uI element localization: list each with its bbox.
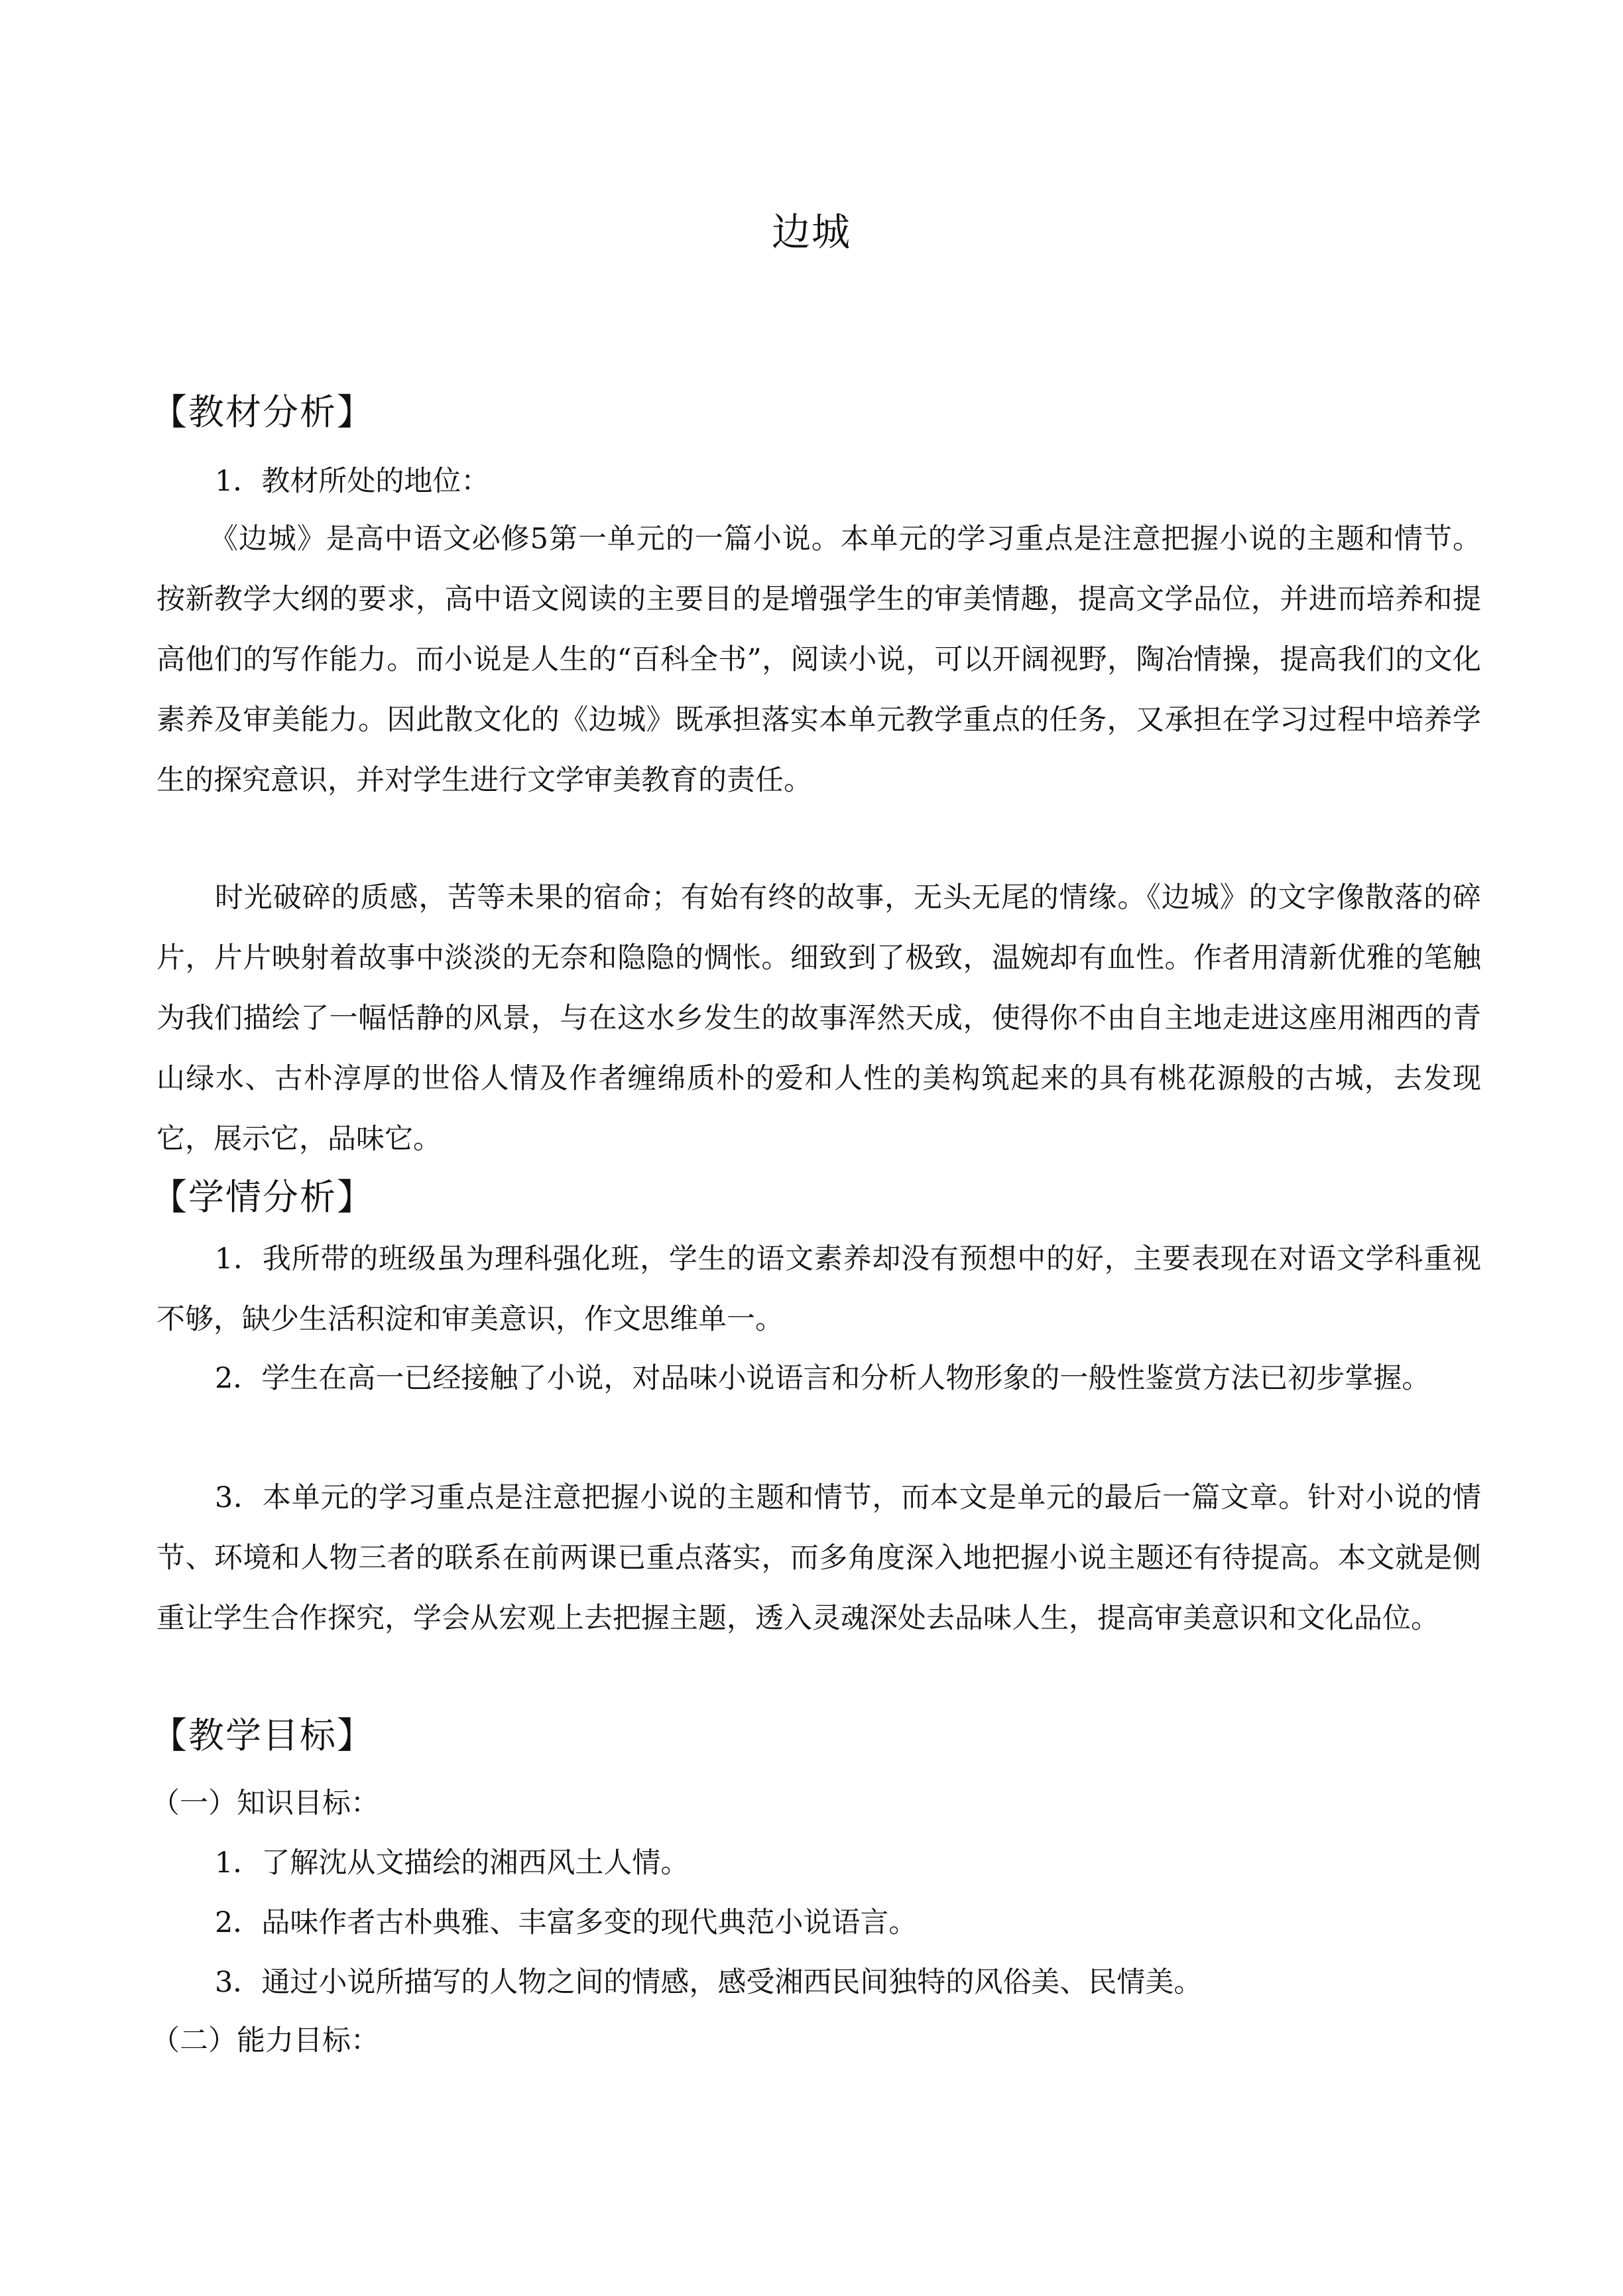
list-item-knowledge-goal: 1．了解沈从文描绘的湘西风土人情。 [215, 1846, 690, 1880]
section-heading-material-analysis: 【教材分析】 [151, 391, 374, 433]
paragraph-student-analysis-2: 2．学生在高一已经接触了小说，对品味小说语言和分析人物形象的一般性鉴赏方法已初步掌握。 [215, 1362, 1431, 1395]
page-title: 边城 [771, 210, 851, 255]
list-item-knowledge-goal: 3．通过小说所描写的人物之间的情感，感受湘西民间独特的风俗美、民情美。 [215, 1966, 1203, 1999]
subheading-knowledge-goals: （一）知识目标： [151, 1787, 379, 1820]
paragraph-material-analysis-1: 《边城》是高中语文必修5第一单元的一篇小说。本单元的学习重点是注意把握小说的主题和情节。按新教学大纲的要求，高中语文阅读的主要目的是增强学生的审美情趣，提高文学品位，并进而培养和提高他们的写作能力。而小说是人生的“百科全书”，阅读小说，可以开阔视野，陶冶情操，提高我们的文化素养及审美能力。因此散文化的《边城》既承担落实本单元教学重点的任务，又承担在学习过程中培养学生的探究意识，并对学生进行文学审美教育的责任。 [156, 522, 1481, 797]
section-heading-teaching-goals: 【教学目标】 [151, 1715, 374, 1756]
paragraph-material-analysis-2: 时光破碎的质感，苦等未果的宿命；有始有终的故事，无头无尾的情缘。《边城》的文字像散落的碎片，片片映射着故事中淡淡的无奈和隐隐的惆怅。细致到了极致，温婉却有血性。作者用清新优雅的笔触为我们描绘了一幅恬静的风景，与在这水乡发生的故事浑然天成，使得你不由自主地走进这座用湘西的青山绿水、古朴淳厚的世俗人情及作者缠绵质朴的爱和人性的美构筑起来的具有桃花源般的古城，去发现它，展示它，品味它。 [156, 881, 1481, 1156]
section-heading-student-analysis: 【学情分析】 [151, 1176, 374, 1218]
list-item-material-position: 1．教材所处的地位： [215, 465, 490, 498]
subheading-ability-goals: （二）能力目标： [151, 2024, 379, 2057]
list-item-knowledge-goal: 2．品味作者古朴典雅、丰富多变的现代典范小说语言。 [215, 1906, 918, 1939]
paragraph-student-analysis-3: 3．本单元的学习重点是注意把握小说的主题和情节，而本文是单元的最后一篇文章。针对小说的情节、环境和人物三者的联系在前两课已重点落实，而多角度深入地把握小说主题还有待提高。本文就是侧重让学生合作探究，学会从宏观上去把握主题，透入灵魂深处去品味人生，提高审美意识和文化品位。 [156, 1481, 1481, 1635]
paragraph-student-analysis-1: 1．我所带的班级虽为理科强化班，学生的语文素养却没有预想中的好，主要表现在对语文学科重视不够，缺少生活积淀和审美意识，作文思维单一。 [156, 1242, 1481, 1336]
